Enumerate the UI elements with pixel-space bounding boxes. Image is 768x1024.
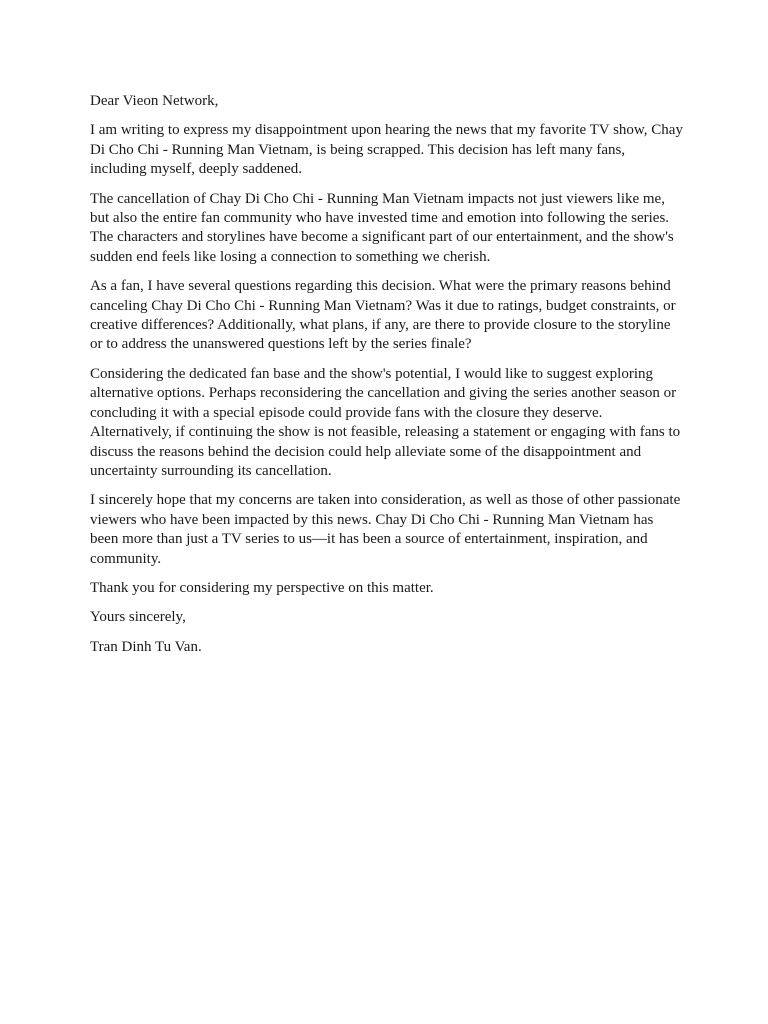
letter-page (90, 92, 685, 667)
letter-closing: Yours sincerely, (90, 609, 186, 626)
letter-paragraph-1: I am writing to express my disappointment upon hearing the news that my favorite TV show, Chay Di Cho Chi - Running Man Vietnam, is being scrapped. This decision has left many fans, including myself, deeply saddened. (90, 122, 683, 178)
letter-paragraph-5: I sincerely hope that my concerns are taken into consideration, as well as those of other passionate viewers who have been impacted by this news. Chay Di Cho Chi - Running Man Vietnam has been more than just a TV series to us—it has been a source of entertainment, inspiration, and community. (90, 492, 681, 567)
letter-signature: Tran Dinh Tu Van. (90, 638, 202, 655)
letter-paragraph-6: Thank you for considering my perspective on this matter. (90, 579, 434, 596)
letter-paragraph-4: Considering the dedicated fan base and the show's potential, I would like to suggest exploring alternative options. Perhaps reconsidering the cancellation and giving the series another season or concluding it with a special episode could provide fans with the closure they deserve. Alternatively, if continuing the show is not feasible, releasing a statement or engaging with fans to discuss the reasons behind the decision could help alleviate some of the disappointment and uncertainty surrounding its cancellation. (90, 365, 681, 479)
letter-salutation: Dear Vieon Network, (90, 93, 219, 109)
letter-paragraph-3: As a fan, I have several questions regarding this decision. What were the primary reasons behind canceling Chay Di Cho Chi - Running Man Vietnam? Was it due to ratings, budget constraints, or creative differences? Additionally, what plans, if any, are there to provide closure to the storyline or to address the unanswered questions left by the series finale? (90, 278, 676, 353)
letter-paragraph-2: The cancellation of Chay Di Cho Chi - Running Man Vietnam impacts not just viewers like me, but also the entire fan community who have invested time and emotion into following the series. The characters and storylines have become a significant part of our entertainment, and the show's sudden end feels like losing a connection to something we cherish. (90, 190, 674, 265)
